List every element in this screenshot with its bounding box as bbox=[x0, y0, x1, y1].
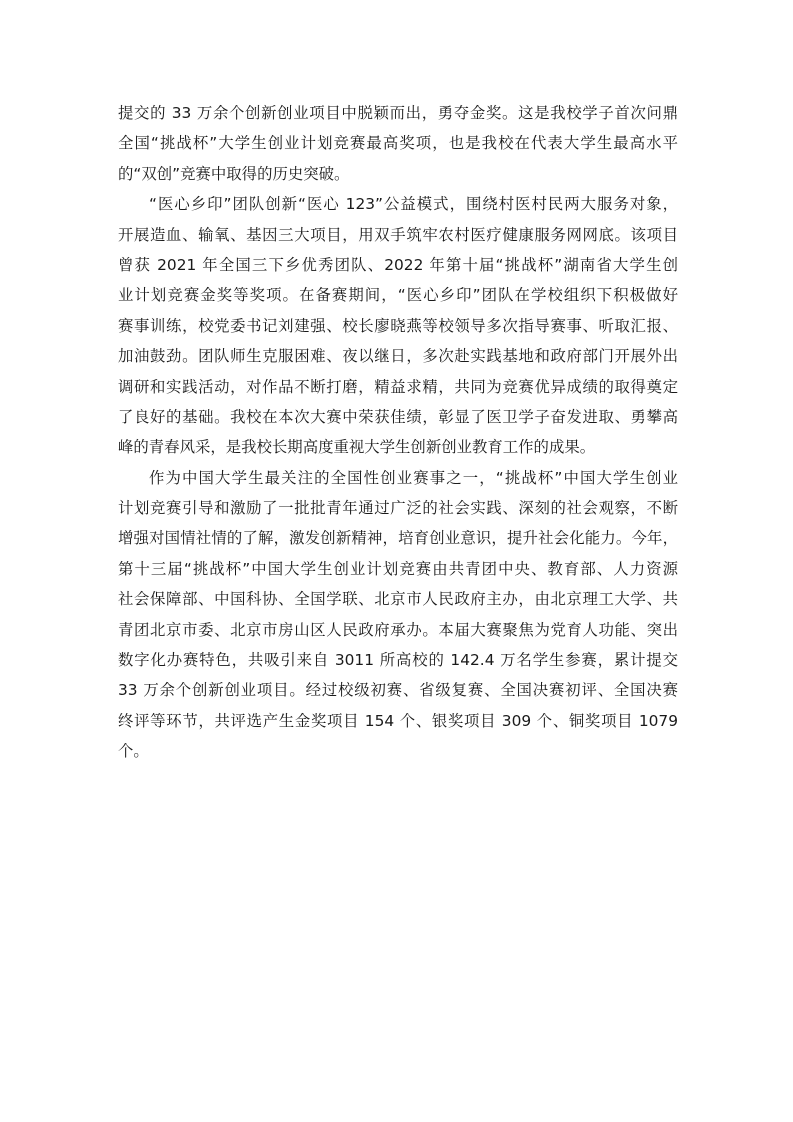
paragraph-3-line-4: 第十三届“挑战杯”中国大学生创业计划竞赛由共青团中央、教育部、人力资源 bbox=[118, 559, 678, 578]
article-body bbox=[118, 98, 678, 767]
paragraph-2-line-8: 了良好的基础。我校在本次大赛中荣获佳绩，彰显了医卫学子奋发进取、勇攀高 bbox=[118, 407, 678, 426]
paragraph-2-line-9: 峰的青春风采，是我校长期高度重视大学生创新创业教育工作的成果。 bbox=[118, 438, 596, 457]
paragraph-2-line-3: 曾获 2021 年全国三下乡优秀团队、2022 年第十届“挑战杯”湖南省大学生创 bbox=[118, 255, 678, 274]
paragraph-2-line-5: 赛事训练，校党委书记刘建强、校长廖晓燕等校领导多次指导赛事、听取汇报、 bbox=[118, 316, 678, 335]
paragraph-3-line-1: 作为中国大学生最关注的全国性创业赛事之一，“挑战杯”中国大学生创业 bbox=[149, 468, 678, 487]
paragraph-1-line-3: 的“双创”竞赛中取得的历史突破。 bbox=[118, 164, 350, 183]
paragraph-3-line-3: 增强对国情社情的了解，激发创新精神，培育创业意识，提升社会化能力。今年， bbox=[118, 529, 678, 548]
paragraph-1-line-2: 全国“挑战杯”大学生创业计划竞赛最高奖项，也是我校在代表大学生最高水平 bbox=[118, 134, 678, 153]
paragraph-3-line-8: 33 万余个创新创业项目。经过校级初赛、省级复赛、全国决赛初评、全国决赛 bbox=[118, 681, 678, 700]
paragraph-3-line-2: 计划竞赛引导和激励了一批批青年通过广泛的社会实践、深刻的社会观察，不断 bbox=[118, 499, 678, 518]
paragraph-2-line-6: 加油鼓劲。团队师生克服困难、夜以继日，多次赴实践基地和政府部门开展外出 bbox=[118, 347, 678, 366]
paragraph-2-line-1: “医心乡印”团队创新“医心 123”公益模式，围绕村医村民两大服务对象， bbox=[149, 195, 678, 214]
paragraph-3-line-6: 青团北京市委、北京市房山区人民政府承办。本届大赛聚焦为党育人功能、突出 bbox=[118, 620, 678, 639]
paragraph-2-line-7: 调研和实践活动，对作品不断打磨，精益求精，共同为竞赛优异成绩的取得奠定 bbox=[118, 377, 678, 396]
paragraph-3-line-7: 数字化办赛特色，共吸引来自 3011 所高校的 142.4 万名学生参赛，累计提交 bbox=[118, 651, 678, 670]
paragraph-1-line-1: 提交的 33 万余个创新创业项目中脱颖而出，勇夺金奖。这是我校学子首次问鼎 bbox=[118, 104, 678, 122]
paragraph-2-line-2: 开展造血、输氧、基因三大项目，用双手筑牢农村医疗健康服务网网底。该项目 bbox=[118, 225, 678, 244]
paragraph-3-line-10: 个。 bbox=[118, 742, 149, 761]
paragraph-2-line-4: 业计划竞赛金奖等奖项。在备赛期间，“医心乡印”团队在学校组织下积极做好 bbox=[118, 286, 678, 305]
paragraph-3-line-5: 社会保障部、中国科协、全国学联、北京市人民政府主办，由北京理工大学、共 bbox=[118, 590, 678, 609]
paragraph-3-line-9: 终评等环节，共评选产生金奖项目 154 个、银奖项目 309 个、铜奖项目 1079 bbox=[118, 711, 678, 730]
